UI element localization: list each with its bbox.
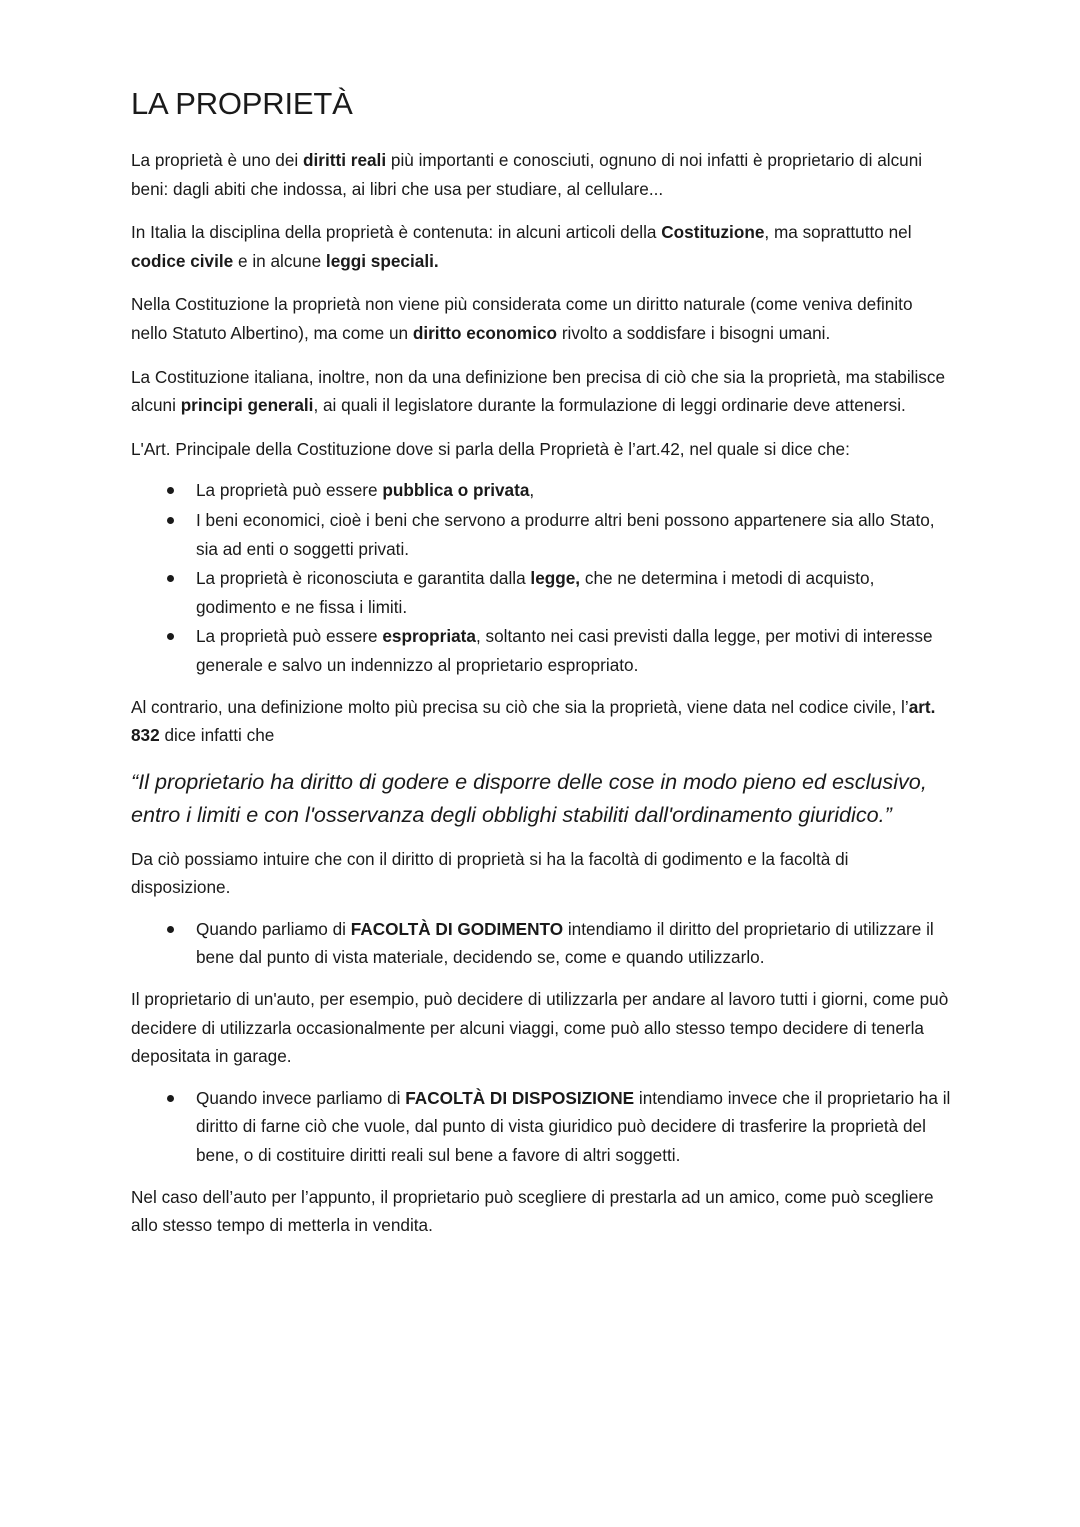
page-title: LA PROPRIETÀ [131, 86, 353, 121]
paragraph-constitution: Nella Costituzione la proprietà non viene più considerata come un diritto naturale (come veniva definito nello Statuto Albertino), ma come un diritto economico rivolto a soddisfare i bisogni umani. [131, 294, 913, 343]
paragraph-faculties: Da ciò possiamo intuire che con il diritto di proprietà si ha la facoltà di godimento e la facoltà di disposizione. [131, 848, 849, 898]
list-item: La proprietà può essere espropriata, soltanto nei casi previsti dalla legge, per motivi di interesse generale e salvo un indennizzo al proprietario espropriato. [196, 622, 952, 679]
paragraph-art42: L'Art. Principale della Costituzione dove si parla della Proprietà è l’art.42, nel quale si dice che: [131, 438, 850, 459]
paragraph-car-sale: Nel caso dell’auto per l’appunto, il proprietario può scegliere di prestarla ad un amico, come può scegliere allo stesso tempo di metterla in vendita. [131, 1186, 934, 1236]
paragraph-principles: La Costituzione italiana, inoltre, non da una definizione ben precisa di ciò che sia la proprietà, ma stabilisce alcuni principi generali, ai quali il legislatore durante la formulazione di leggi ordinarie deve attenersi. [131, 366, 946, 416]
paragraph-car-example: Il proprietario di un'auto, per esempio, può decidere di utilizzarla per andare al lavoro tutti i giorni, come può decidere di utilizzarla occasionalmente per alcuni viaggi, come può allo stesso tempo decidere di tenerla depositata in garage. [131, 989, 949, 1067]
list-item: Quando invece parliamo di FACOLTÀ DI DISPOSIZIONE intendiamo invece che il proprietario ha il diritto di farne ciò che vuole, dal punto di vista giuridico può decidere di trasferire la proprietà del bene, o di costituire diritti reali sul bene a favore di altri soggetti. [196, 1084, 952, 1170]
list-item: Quando parliamo di FACOLTÀ DI GODIMENTO intendiamo il diritto del proprietario di utilizzare il bene dal punto di vista materiale, decidendo se, come e quando utilizzarlo. [196, 915, 952, 972]
paragraph-civil-code: Al contrario, una definizione molto più precisa su ciò che sia la proprietà, viene data nel codice civile, l’art. 832 dice infatti che [131, 696, 936, 746]
list-art42 [131, 476, 952, 679]
paragraph-intro: La proprietà è uno dei diritti reali più importanti e conosciuti, ognuno di noi infatti è proprietario di alcuni beni: dagli abiti che indossa, ai libri che usa per studiare, al cellulare... [131, 150, 923, 199]
paragraph-discipline: In Italia la disciplina della proprietà è contenuta: in alcuni articoli della Costituzione, ma soprattutto nel codice civile e in alcune leggi speciali. [131, 222, 912, 271]
list-godimento [131, 915, 952, 972]
list-disposizione [131, 1084, 952, 1170]
list-item: La proprietà può essere pubblica o privata, [196, 476, 952, 505]
quote-art832: “Il proprietario ha diritto di godere e disporre delle cose in modo pieno ed esclusivo, entro i limiti e con l'osservanza degli obblighi stabiliti dall'ordinamento giuridico.” [131, 768, 927, 828]
list-item: I beni economici, cioè i beni che servono a produrre altri beni possono appartenere sia allo Stato, sia ad enti o soggetti privati. [196, 506, 952, 563]
list-item: La proprietà è riconosciuta e garantita dalla legge, che ne determina i metodi di acquisto, godimento e ne fissa i limiti. [196, 564, 952, 621]
